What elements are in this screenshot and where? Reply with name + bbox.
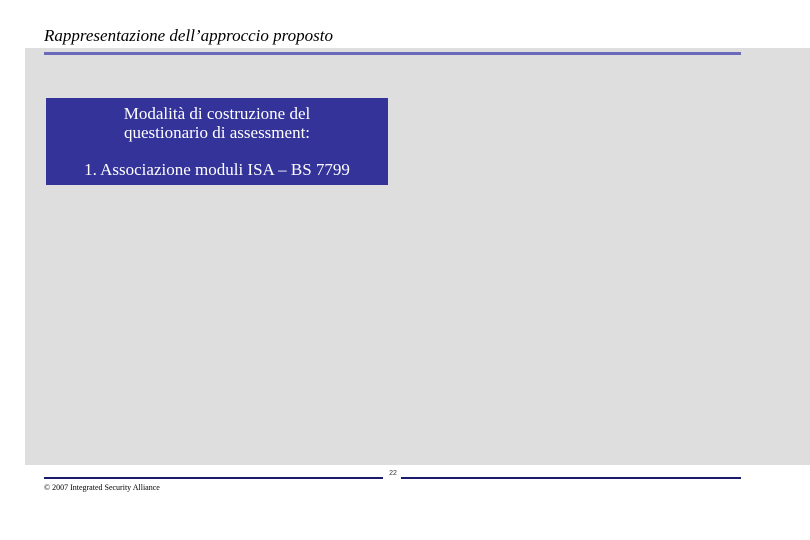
- footer-divider-left: [44, 477, 383, 479]
- copyright-notice: © 2007 Integrated Security Alliance: [44, 483, 160, 492]
- info-box-heading-line1: Modalità di costruzione del: [123, 104, 311, 123]
- info-box-item: 1. Associazione moduli ISA – BS 7799: [84, 160, 350, 179]
- footer-divider-right: [401, 477, 741, 479]
- slide-title: Rappresentazione dell’approccio proposto: [44, 26, 333, 45]
- info-box: [46, 98, 388, 185]
- title-divider: [44, 52, 741, 55]
- page-number: 22: [389, 470, 397, 477]
- info-box-heading-line2: questionario di assessment:: [123, 123, 311, 142]
